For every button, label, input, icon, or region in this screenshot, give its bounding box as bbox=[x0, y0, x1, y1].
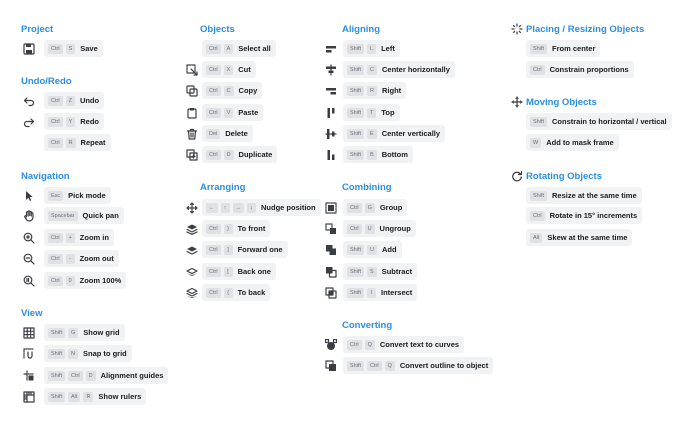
layers-back-icon bbox=[185, 286, 199, 300]
shortcut-row bbox=[526, 40, 600, 57]
shortcut-label: Back one bbox=[237, 267, 271, 276]
key-cap: Shift bbox=[530, 191, 547, 201]
trash-icon bbox=[185, 127, 199, 141]
shortcut-label: Select all bbox=[238, 44, 271, 53]
key-cap: Shift bbox=[48, 328, 65, 338]
key-cap: Ctrl bbox=[530, 211, 545, 221]
cut-icon bbox=[185, 63, 199, 77]
key-cap: D bbox=[86, 371, 96, 381]
copy-icon bbox=[185, 84, 199, 98]
shortcut-label: Constrain proportions bbox=[549, 65, 629, 74]
save-icon bbox=[22, 42, 36, 56]
section-title: Combining bbox=[342, 182, 392, 193]
shortcut-label: Right bbox=[382, 86, 402, 95]
align-center-v-icon bbox=[324, 127, 338, 141]
key-cap: Shift bbox=[48, 371, 65, 381]
shortcut-label: Copy bbox=[238, 86, 258, 95]
shortcut-row bbox=[202, 284, 270, 301]
shortcut-row bbox=[44, 345, 132, 362]
key-cap: S bbox=[66, 44, 76, 54]
grid-icon bbox=[22, 326, 36, 340]
key-cap: Ctrl bbox=[347, 203, 362, 213]
shortcut-label: Add bbox=[382, 245, 397, 254]
section-title: Objects bbox=[200, 24, 235, 35]
shortcut-row bbox=[44, 324, 125, 341]
key-cap: Ctrl bbox=[48, 254, 63, 264]
shortcut-label: Subtract bbox=[381, 267, 413, 276]
key-cap: A bbox=[224, 44, 234, 54]
text-to-curves-icon bbox=[324, 338, 338, 352]
key-cap: Ctrl bbox=[48, 276, 63, 286]
shortcut-label: Paste bbox=[238, 108, 259, 117]
alignment-guides-icon bbox=[22, 369, 36, 383]
key-cap: Del bbox=[206, 129, 220, 139]
subtract-shapes-icon bbox=[324, 265, 338, 279]
section-title: Project bbox=[21, 24, 54, 35]
key-cap: Ctrl bbox=[206, 224, 221, 234]
layers-back-one-icon bbox=[185, 265, 199, 279]
key-cap: Shift bbox=[48, 349, 65, 359]
align-top-icon bbox=[324, 106, 338, 120]
shortcut-label: Forward one bbox=[237, 245, 283, 254]
shortcut-label: Top bbox=[381, 108, 395, 117]
pointer-icon bbox=[22, 189, 36, 203]
key-cap: Shift bbox=[347, 150, 364, 160]
shortcut-row bbox=[202, 199, 321, 216]
shortcut-row bbox=[202, 104, 263, 121]
key-cap: - bbox=[66, 254, 75, 264]
shortcut-row bbox=[44, 92, 104, 109]
shortcut-row bbox=[343, 40, 400, 57]
key-cap: Ctrl bbox=[206, 150, 221, 160]
align-bottom-icon bbox=[324, 148, 338, 162]
key-cap: Shift bbox=[347, 288, 364, 298]
key-cap: Shift bbox=[530, 117, 547, 127]
shortcut-label: Repeat bbox=[80, 138, 106, 147]
shortcut-label: Redo bbox=[80, 117, 99, 126]
shortcut-row bbox=[44, 207, 124, 224]
shortcut-row bbox=[202, 263, 276, 280]
align-left-icon bbox=[324, 42, 338, 56]
ungroup-icon bbox=[324, 222, 338, 236]
key-cap: Shift bbox=[530, 44, 547, 54]
shortcut-row bbox=[343, 125, 445, 142]
shortcut-row bbox=[44, 272, 126, 289]
paste-icon bbox=[185, 106, 199, 120]
shortcut-row bbox=[526, 207, 642, 224]
shortcut-label: Nudge position bbox=[261, 203, 316, 212]
shortcut-label: Skew at the same time bbox=[547, 233, 628, 242]
section-title: Moving Objects bbox=[526, 97, 597, 108]
shortcut-row bbox=[202, 125, 253, 142]
key-cap: Ctrl bbox=[206, 108, 221, 118]
outline-to-object-icon bbox=[324, 359, 338, 373]
shortcut-row bbox=[44, 388, 146, 405]
shortcut-label: Rotate in 15° increments bbox=[549, 211, 638, 220]
key-cap: B bbox=[367, 150, 377, 160]
rotate-icon bbox=[510, 169, 524, 183]
shortcut-label: Intersect bbox=[381, 288, 413, 297]
shortcut-row bbox=[44, 187, 111, 204]
move-arrows-icon bbox=[510, 95, 524, 109]
shortcut-row bbox=[343, 61, 455, 78]
shortcut-row bbox=[343, 82, 406, 99]
shortcut-row bbox=[343, 336, 464, 353]
shortcut-label: Center vertically bbox=[381, 129, 441, 138]
key-cap: Ctrl bbox=[206, 65, 221, 75]
shortcut-row bbox=[44, 40, 103, 57]
shortcut-row bbox=[526, 113, 672, 130]
shortcut-label: Save bbox=[80, 44, 98, 53]
shortcut-label: To front bbox=[237, 224, 266, 233]
key-cap: ↑ bbox=[221, 203, 230, 213]
shortcut-label: From center bbox=[552, 44, 596, 53]
shortcut-label: Zoom 100% bbox=[79, 276, 122, 285]
layers-front-icon bbox=[185, 222, 199, 236]
rulers-icon bbox=[22, 390, 36, 404]
shortcut-label: Ungroup bbox=[379, 224, 411, 233]
key-cap: I bbox=[367, 288, 376, 298]
section-title: Rotating Objects bbox=[526, 171, 603, 182]
shortcut-label: Convert outline to object bbox=[399, 361, 489, 370]
shortcut-row bbox=[343, 284, 417, 301]
key-cap: Y bbox=[66, 117, 76, 127]
shortcut-row bbox=[44, 229, 114, 246]
zoom-out-icon bbox=[22, 252, 36, 266]
shortcut-label: Zoom in bbox=[79, 233, 109, 242]
section-title: Undo/Redo bbox=[21, 76, 72, 87]
key-cap: Ctrl bbox=[48, 117, 63, 127]
shortcut-label: Zoom out bbox=[79, 254, 114, 263]
hand-icon bbox=[22, 209, 36, 223]
shortcut-row bbox=[526, 187, 642, 204]
shortcut-row bbox=[343, 104, 400, 121]
key-cap: U bbox=[367, 245, 377, 255]
key-cap: U bbox=[365, 224, 375, 234]
move-icon bbox=[185, 201, 199, 215]
key-cap: [ bbox=[224, 267, 233, 277]
shortcut-label: To back bbox=[237, 288, 266, 297]
key-cap: ↓ bbox=[247, 203, 256, 213]
key-cap: D bbox=[224, 150, 234, 160]
key-cap: Ctrl bbox=[206, 245, 221, 255]
shortcut-label: Bottom bbox=[381, 150, 408, 159]
key-cap: { bbox=[224, 288, 233, 298]
shortcut-row bbox=[343, 357, 493, 374]
shortcut-row bbox=[343, 146, 413, 163]
key-cap: Ctrl bbox=[347, 340, 362, 350]
shortcut-row bbox=[343, 241, 402, 258]
key-cap: R bbox=[367, 86, 377, 96]
key-cap: Ctrl bbox=[206, 44, 221, 54]
shortcut-label: Pick mode bbox=[68, 191, 106, 200]
duplicate-icon bbox=[185, 148, 199, 162]
shortcut-row bbox=[44, 250, 119, 267]
key-cap: Ctrl bbox=[48, 44, 63, 54]
shortcut-label: Cut bbox=[238, 65, 251, 74]
shortcut-row bbox=[526, 229, 632, 246]
zoom-100-icon bbox=[22, 274, 36, 288]
key-cap: Ctrl bbox=[206, 288, 221, 298]
shortcut-label: Alignment guides bbox=[100, 371, 164, 380]
key-cap: → bbox=[233, 203, 245, 213]
key-cap: Ctrl bbox=[206, 86, 221, 96]
shortcut-label: Constrain to horizontal / vertical bbox=[552, 117, 667, 126]
key-cap: Shift bbox=[347, 44, 364, 54]
key-cap: Ctrl bbox=[367, 361, 382, 371]
key-cap: + bbox=[66, 233, 75, 243]
key-cap: Shift bbox=[347, 245, 364, 255]
shortcut-label: Duplicate bbox=[238, 150, 273, 159]
section-title: Converting bbox=[342, 320, 393, 331]
key-cap: G bbox=[68, 328, 78, 338]
shortcut-row bbox=[343, 199, 407, 216]
shortcut-row bbox=[202, 82, 262, 99]
zoom-in-icon bbox=[22, 231, 36, 245]
shortcut-label: Quick pan bbox=[82, 211, 119, 220]
section-title: Placing / Resizing Objects bbox=[526, 24, 645, 35]
key-cap: Shift bbox=[347, 129, 364, 139]
shortcut-label: Center horizontally bbox=[382, 65, 450, 74]
key-cap: N bbox=[68, 349, 78, 359]
shortcut-row bbox=[44, 134, 111, 151]
shortcut-label: Show rulers bbox=[98, 392, 142, 401]
key-cap: Q bbox=[365, 340, 375, 350]
key-cap: E bbox=[367, 129, 377, 139]
key-cap: ] bbox=[224, 245, 233, 255]
layers-forward-icon bbox=[185, 243, 199, 257]
key-cap: C bbox=[224, 86, 234, 96]
key-cap: X bbox=[224, 65, 234, 75]
key-cap: Shift bbox=[48, 392, 65, 402]
key-cap: Shift bbox=[347, 267, 364, 277]
align-center-h-icon bbox=[324, 63, 338, 77]
key-cap: Ctrl bbox=[68, 371, 83, 381]
shortcut-row bbox=[526, 61, 634, 78]
redo-icon bbox=[22, 115, 36, 129]
key-cap: Ctrl bbox=[530, 65, 545, 75]
key-cap: Alt bbox=[530, 233, 542, 243]
key-cap: Shift bbox=[347, 361, 364, 371]
key-cap: R bbox=[83, 392, 93, 402]
key-cap: S bbox=[367, 267, 377, 277]
key-cap: Shift bbox=[347, 86, 364, 96]
shortcut-label: Add to mask frame bbox=[546, 138, 614, 147]
shortcut-label: Convert text to curves bbox=[379, 340, 460, 349]
section-title: Arranging bbox=[200, 182, 246, 193]
shortcut-row bbox=[44, 113, 104, 130]
key-cap: R bbox=[66, 138, 76, 148]
key-cap: Ctrl bbox=[48, 96, 63, 106]
shortcut-label: Resize at the same time bbox=[552, 191, 637, 200]
undo-icon bbox=[22, 94, 36, 108]
key-cap: Spacebar bbox=[48, 211, 78, 221]
shortcut-label: Delete bbox=[225, 129, 248, 138]
key-cap: 0 bbox=[66, 276, 75, 286]
section-title: View bbox=[21, 308, 43, 319]
shortcut-label: Undo bbox=[79, 96, 100, 105]
group-icon bbox=[324, 201, 338, 215]
key-cap: Shift bbox=[347, 65, 364, 75]
key-cap: Ctrl bbox=[206, 267, 221, 277]
shortcut-row bbox=[202, 146, 277, 163]
shortcut-row bbox=[202, 220, 270, 237]
key-cap: L bbox=[367, 44, 376, 54]
key-cap: Ctrl bbox=[48, 233, 63, 243]
add-shapes-icon bbox=[324, 243, 338, 257]
key-cap: T bbox=[367, 108, 376, 118]
key-cap: Z bbox=[66, 96, 75, 106]
shortcut-row bbox=[202, 241, 288, 258]
resize-icon bbox=[510, 22, 524, 36]
align-right-icon bbox=[324, 84, 338, 98]
intersect-shapes-icon bbox=[324, 286, 338, 300]
key-cap: W bbox=[530, 138, 541, 148]
snap-grid-icon bbox=[22, 347, 36, 361]
key-cap: Ctrl bbox=[347, 224, 362, 234]
shortcut-label: Show grid bbox=[83, 328, 120, 337]
shortcut-row bbox=[343, 263, 417, 280]
section-title: Aligning bbox=[342, 24, 380, 35]
key-cap: V bbox=[224, 108, 234, 118]
key-cap: Alt bbox=[68, 392, 80, 402]
key-cap: ← bbox=[206, 203, 218, 213]
key-cap: C bbox=[367, 65, 377, 75]
shortcut-row bbox=[202, 61, 256, 78]
key-cap: Esc bbox=[48, 191, 63, 201]
shortcut-row bbox=[202, 40, 276, 57]
shortcut-row bbox=[526, 134, 619, 151]
key-cap: Ctrl bbox=[48, 138, 63, 148]
section-title: Navigation bbox=[21, 171, 70, 182]
key-cap: Shift bbox=[347, 108, 364, 118]
key-cap: } bbox=[224, 224, 233, 234]
shortcut-label: Snap to grid bbox=[83, 349, 127, 358]
shortcut-row bbox=[44, 367, 168, 384]
shortcut-label: Left bbox=[381, 44, 395, 53]
key-cap: G bbox=[365, 203, 375, 213]
key-cap: Q bbox=[385, 361, 395, 371]
shortcut-row bbox=[343, 220, 416, 237]
shortcut-label: Group bbox=[379, 203, 403, 212]
